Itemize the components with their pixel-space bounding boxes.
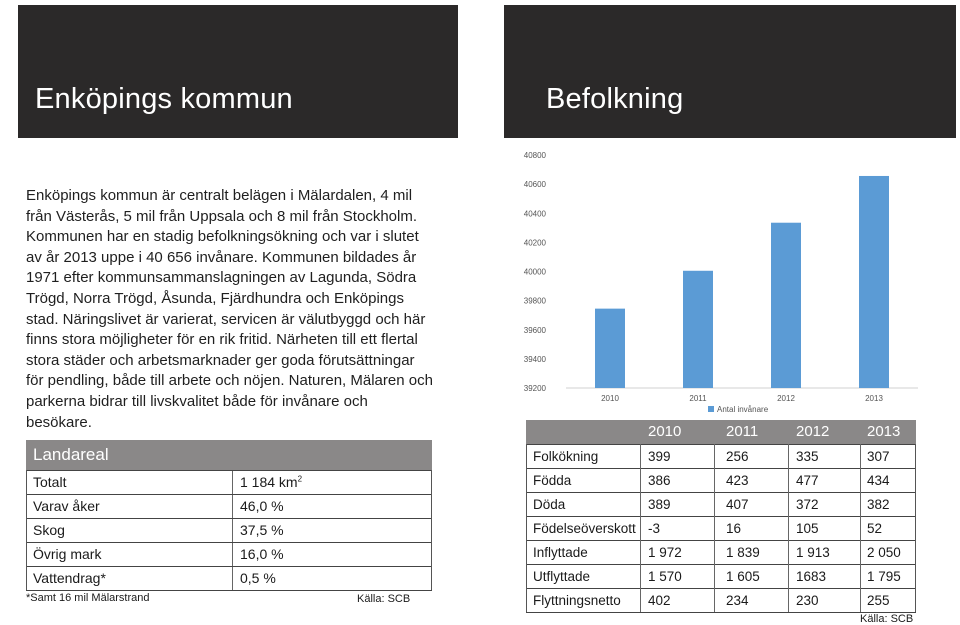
pop-row-label: Döda <box>533 497 566 512</box>
pop-cell: 372 <box>796 497 819 512</box>
land-table-row <box>26 470 432 495</box>
land-total-unit-exponent: 2 <box>297 474 303 484</box>
pop-cell: 434 <box>867 473 890 488</box>
x-tick-label: 2010 <box>601 394 619 403</box>
pop-row-label: Födelseöverskott <box>533 521 636 536</box>
pop-row-label: Födda <box>533 473 572 488</box>
pop-cell: 230 <box>796 593 819 608</box>
legend-swatch <box>708 406 714 412</box>
page-title-enkoping: Enköpings kommun <box>35 83 293 115</box>
pop-cell: 1 795 <box>867 569 901 584</box>
land-source: Källa: SCB <box>357 593 411 605</box>
pop-cell: 1683 <box>796 569 827 584</box>
pop-cell: 52 <box>867 521 883 536</box>
x-tick-label: 2013 <box>865 394 883 403</box>
land-row-value: 0,5 % <box>240 570 276 586</box>
land-table-header: Landareal <box>26 440 432 470</box>
pop-table-row <box>526 589 916 613</box>
y-tick-label: 40000 <box>523 267 546 277</box>
pop-table <box>526 444 916 613</box>
land-row-value: 46,0 % <box>240 498 284 514</box>
pop-cell: 1 839 <box>726 545 760 560</box>
land-footnote: *Samt 16 mil Mälarstrand <box>26 592 150 604</box>
pop-col-2011: 2011 <box>726 423 759 440</box>
pop-row-label: Inflyttade <box>533 545 588 560</box>
pop-table-row <box>526 565 916 589</box>
legend-label: Antal invånare <box>717 405 769 414</box>
x-tick-label: 2011 <box>689 394 707 403</box>
pop-cell: 382 <box>867 497 890 512</box>
pop-cell: 335 <box>796 449 819 464</box>
pop-row-label: Utflyttade <box>533 569 591 584</box>
page-title-befolkning: Befolkning <box>546 83 684 115</box>
land-table-row <box>26 543 432 567</box>
pop-table-row <box>526 517 916 541</box>
right-header-band <box>504 5 956 138</box>
left-header-band <box>18 5 458 138</box>
pop-cell: 234 <box>726 593 749 608</box>
pop-table-row <box>526 444 916 469</box>
pop-cell: 256 <box>726 449 749 464</box>
bar-2013 <box>859 176 889 388</box>
land-row-value: 37,5 % <box>240 522 284 538</box>
land-row-label: Övrig mark <box>33 546 102 562</box>
pop-row-label: Flyttningsnetto <box>533 593 621 608</box>
pop-col-2013: 2013 <box>867 423 901 440</box>
pop-cell: 307 <box>867 449 890 464</box>
pop-cell: 255 <box>867 593 890 608</box>
pop-cell: 399 <box>648 449 671 464</box>
land-row-label: Vattendrag* <box>33 570 106 586</box>
bar-2012 <box>771 223 801 388</box>
pop-cell: 1 605 <box>726 569 760 584</box>
land-row-label: Varav åker <box>33 498 100 514</box>
land-row-label: Totalt <box>33 474 67 490</box>
intro-paragraph: Enköpings kommun är centralt belägen i Mälardalen, 4 mil från Västerås, 5 mil från Uppsala och 8 mil från Stockholm. Kommunen har en stadig befolkningsökning och var i slutet av år 2013 uppe i 40 656 invånare. Kommunen bildades år 1971 efter kommunsammanslagningen av Lagunda, Södra Trögd, Norra Trögd, Åsunda, Fjärdhundra och Enköpings stad. Näringslivet är varierat, servicen är välutbyggd och här finns stora möjligheter för en rik fritid. Närheten till ett flertal stora städer och arbetsmarknader ger goda förutsättningar för pendling, både till arbete och nöjen. Naturen, Mälaren och parkerna bidrar till livskvalitet både för invånare och besökare. <box>26 187 433 431</box>
y-tick-label: 39800 <box>523 296 546 306</box>
pop-cell: 423 <box>726 473 749 488</box>
y-tick-label: 40400 <box>523 209 546 219</box>
pop-table-row <box>526 541 916 565</box>
pop-cell: 477 <box>796 473 819 488</box>
land-row-value: 16,0 % <box>240 546 284 562</box>
y-tick-label: 40200 <box>523 238 546 248</box>
pop-cell: 386 <box>648 473 671 488</box>
x-tick-label: 2012 <box>777 394 795 403</box>
pop-cell: 402 <box>648 593 671 608</box>
pop-col-2010: 2010 <box>648 423 682 440</box>
pop-cell: 1 972 <box>648 545 682 560</box>
pop-table-row <box>526 469 916 493</box>
pop-cell: 16 <box>726 521 742 536</box>
pop-source: Källa: SCB <box>860 613 914 625</box>
land-row-label: Skog <box>33 522 65 538</box>
pop-cell: 389 <box>648 497 671 512</box>
land-table-row <box>26 567 432 591</box>
land-row-value <box>240 474 302 490</box>
pop-cell: 1 570 <box>648 569 682 584</box>
pop-cell: 1 913 <box>796 545 830 560</box>
pop-cell: -3 <box>648 521 661 536</box>
pop-row-label: Folkökning <box>533 449 599 464</box>
y-tick-label: 39600 <box>523 325 546 335</box>
y-tick-label: 40800 <box>523 151 546 160</box>
pop-cell: 2 050 <box>867 545 901 560</box>
population-bar-chart <box>506 142 926 420</box>
land-table <box>26 470 432 591</box>
land-total-value: 1 184 km <box>240 474 298 490</box>
bar-2010 <box>595 309 625 388</box>
y-tick-label: 40600 <box>523 180 546 190</box>
pop-table-header <box>526 420 916 444</box>
pop-col-2012: 2012 <box>796 423 830 440</box>
land-table-row <box>26 519 432 543</box>
y-tick-label: 39200 <box>523 384 546 393</box>
pop-table-row <box>526 493 916 517</box>
land-table-row <box>26 495 432 519</box>
pop-cell: 105 <box>796 521 819 536</box>
pop-cell: 407 <box>726 497 749 512</box>
y-tick-label: 39400 <box>523 354 546 364</box>
bar-2011 <box>683 271 713 388</box>
